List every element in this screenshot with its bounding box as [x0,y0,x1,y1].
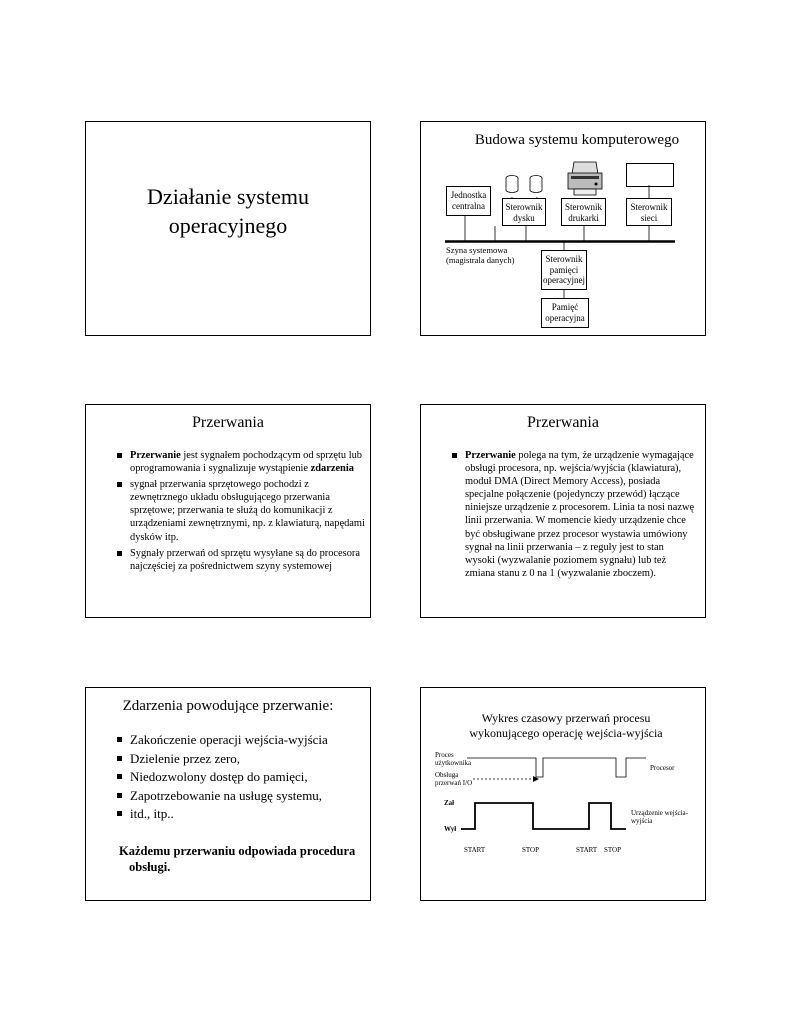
slide-title: Działanie systemu operacyjnego [147,184,309,238]
memory-controller-box: Sterownik pamięci operacyjnej [541,250,587,290]
slide-title: Wykres czasowy przerwań procesu wykonującego operację wejścia-wyjścia [469,711,663,740]
slide-3 [85,404,371,618]
list-item: Zakończenie operacji wejścia-wyjścia [117,732,367,748]
bullet-list [117,449,367,576]
cpu-box: Jednostka centralna [446,186,491,216]
time-label: START [464,846,486,854]
bus-label: Szyna systemowa (magistrala danych) [446,245,515,265]
slide-4 [420,404,706,618]
list-item: itd., itp.. [117,806,367,822]
off-label: Wył [444,825,457,833]
timing-diagram [421,688,707,902]
process-user-label: Proces użytkownika [435,751,472,767]
list-item: Przerwanie jest sygnałem pochodzącym od sprzętu lub oprogramowania i sygnalizuje wystąpienie zdarzenia [117,449,367,475]
slide-1 [85,121,371,336]
slide-5 [85,687,371,901]
time-label: STOP [604,846,621,854]
slide-title: Przerwania [527,414,599,431]
list-item: Sygnały przerwań od sprzętu wysyłane są do procesora najczęściej za pośrednictwem szyny systemowej [117,547,367,573]
slide-6 [420,687,706,901]
memory-box: Pamięć operacyjna [541,298,589,328]
on-label: Zał [444,799,455,807]
list-item: Dzielenie przez zero, [117,751,367,767]
list-item: Przerwanie polega na tym, że urządzenie wymagające obsługi procesora, np. wejścia/wyjścia (klawiatura), moduł DMA (Direct Memory Access), posiada specjalne połączenie (pojedynczy przewód) łączące niniejsze urządzenie z procesorem. Linia ta nosi nazwę linii przerwania. W momencie kiedy urządzenie chce być obsługiwane przez procesor wystawia umówiony sygnał na linii przerwania – z reguły jest to stan wysoki (wyzwalanie poziomem sygnału) lub też zmiana stanu z 0 na 1 (wyzwalanie zboczem). [452,449,695,580]
slide-title: Przerwania [192,414,264,431]
footer-note: Każdemu przerwaniu odpowiada procedura obsługi. [119,844,356,874]
time-label: START [576,846,598,854]
list-item: Zapotrzebowanie na usługę systemu, [117,788,367,804]
slide-title: Budowa systemu komputerowego [474,132,680,148]
list-item: Niedozwolony dostęp do pamięci, [117,769,367,785]
printer-controller-box: Sterownik drukarki [561,198,606,226]
processor-label: Procesor [650,764,675,772]
bullet-list [117,732,367,825]
list-item: sygnał przerwania sprzętowego pochodzi z zewnętrznego układu obsługującego przerwania sprzętowe; przerwania te służą do komunikacji z urządzeniami zewnętrznymi, np. z klawiaturą, napędami dysków itp. [117,478,367,543]
disk-controller-box: Sterownik dysku [502,198,546,226]
slide-2 [420,121,706,336]
device-label: Urządzenie wejścia-wyjścia [631,809,688,825]
bullet-list [452,449,695,583]
io-handler-label: Obsługa przerwań I/O [435,771,473,787]
network-controller-box: Sterownik sieci [626,198,672,226]
slide-title: Zdarzenia powodujące przerwanie: [122,698,334,714]
time-label: STOP [522,846,539,854]
